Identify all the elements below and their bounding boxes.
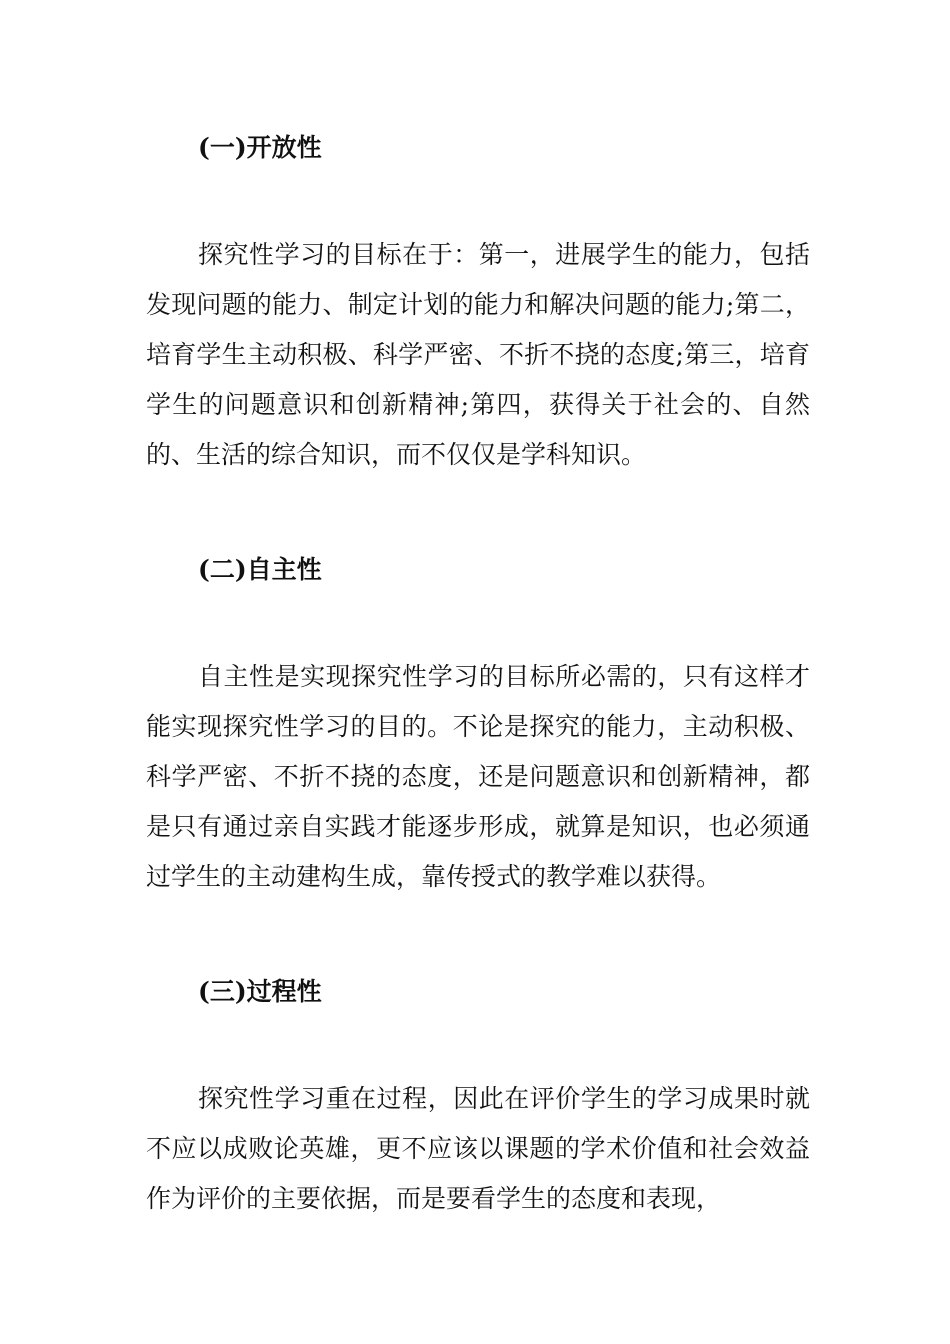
section-heading-autonomy: (二)自主性 [198,555,322,584]
section-paragraph-autonomy: 自主性是实现探究性学习的目标所必需的，只有这样才能实现探究性学习的目的。不论是探究的能力，主动积极、科学严密、不折不挠的态度，还是问题意识和创新精神，都是只有通过亲自实践才能逐步形成，就算是知识，也必须通过学生的主动建构生成，靠传授式的教学难以获得。 [146,662,810,891]
section-heading-process: (三)过程性 [198,977,322,1006]
spacer [146,480,810,550]
section-paragraph-process: 探究性学习重在过程，因此在评价学生的学习成果时就不应以成败论英雄，更不应该以课题的学术价值和社会效益作为评价的主要依据，而是要看学生的态度和表现， [146,1084,810,1213]
section-paragraph-openness: 探究性学习的目标在于：第一，进展学生的能力，包括发现问题的能力、制定计划的能力和解决问题的能力;第二，培育学生主动积极、科学严密、不折不挠的态度;第三，培育学生的问题意识和创新精神;第四，获得关于社会的、自然的、生活的综合知识，而不仅仅是学科知识。 [146,240,810,469]
spacer [146,902,810,972]
spacer [146,168,810,230]
section-heading-openness: (一)开放性 [198,133,322,162]
spacer [146,590,810,652]
spacer [146,1012,810,1074]
document-page [146,128,810,1224]
